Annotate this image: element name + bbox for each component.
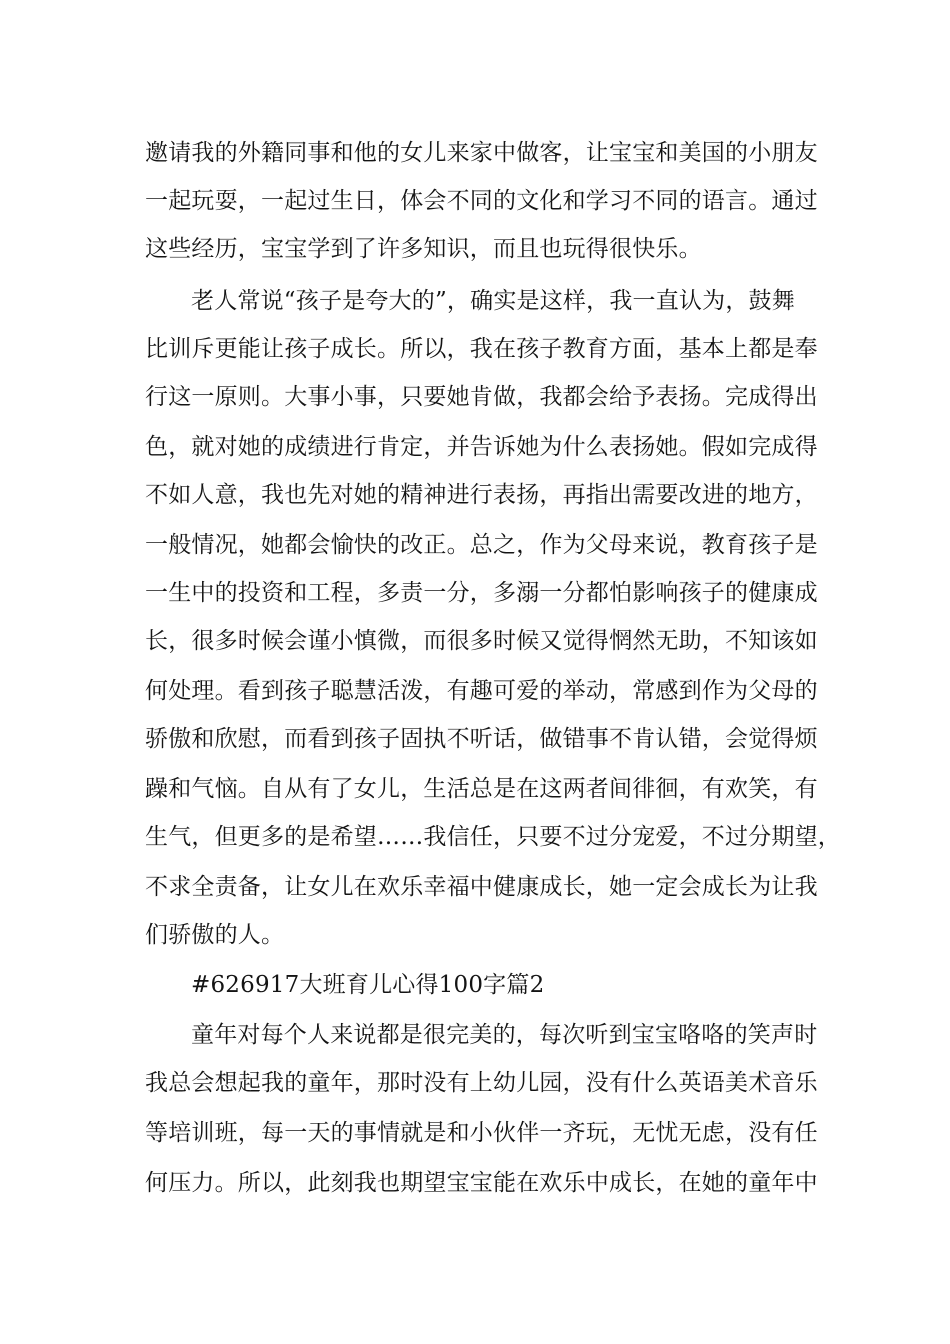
text-line: 一起玩耍，一起过生日，体会不同的文化和学习不同的语言。通过: [145, 188, 818, 214]
text-line: 色，就对她的成绩进行肯定，并告诉她为什么表扬她。假如完成得: [145, 434, 818, 460]
text-line: 一生中的投资和工程，多责一分，多溺一分都怕影响孩子的健康成: [145, 580, 818, 606]
text-line: 童年对每个人来说都是很完美的，每次听到宝宝咯咯的笑声时: [191, 1022, 818, 1048]
text-line: 比训斥更能让孩子成长。所以，我在孩子教育方面，基本上都是奉: [145, 336, 818, 362]
text-line: 一般情况，她都会愉快的改正。总之，作为父母来说，教育孩子是: [145, 532, 818, 558]
text-line: 这些经历，宝宝学到了许多知识，而且也玩得很快乐。: [145, 236, 702, 262]
text-line: 老人常说“孩子是夸大的”，确实是这样，我一直认为，鼓舞: [191, 288, 795, 314]
text-line: 们骄傲的人。: [145, 922, 285, 948]
text-line: 我总会想起我的童年，那时没有上幼儿园，没有什么英语美术音乐: [145, 1070, 818, 1096]
text-line: 何处理。看到孩子聪慧活泼，有趣可爱的举动，常感到作为父母的: [145, 678, 818, 704]
text-line: 不求全责备，让女儿在欢乐幸福中健康成长，她一定会成长为让我: [145, 874, 818, 900]
text-line: 骄傲和欣慰，而看到孩子固执不听话，做错事不肯认错，会觉得烦: [145, 726, 818, 752]
text-line: 长，很多时候会谨小慎微，而很多时候又觉得惘然无助，不知该如: [145, 628, 818, 654]
text-line: 何压力。所以，此刻我也期望宝宝能在欢乐中成长，在她的童年中: [145, 1170, 818, 1196]
text-line: 等培训班，每一天的事情就是和小伙伴一齐玩，无忧无虑，没有任: [145, 1120, 818, 1146]
text-line: 不如人意，我也先对她的精神进行表扬，再指出需要改进的地方，: [145, 482, 818, 508]
text-line: 生气，但更多的是希望……我信任，只要不过分宠爱，不过分期望，: [145, 824, 841, 850]
text-line: 行这一原则。大事小事，只要她肯做，我都会给予表扬。完成得出: [145, 384, 818, 410]
text-line: 躁和气恼。自从有了女儿，生活总是在这两者间徘徊，有欢笑，有: [145, 776, 818, 802]
text-line: 邀请我的外籍同事和他的女儿来家中做客，让宝宝和美国的小朋友: [145, 140, 818, 166]
section-heading: #626917大班育儿心得100字篇2: [191, 972, 545, 998]
